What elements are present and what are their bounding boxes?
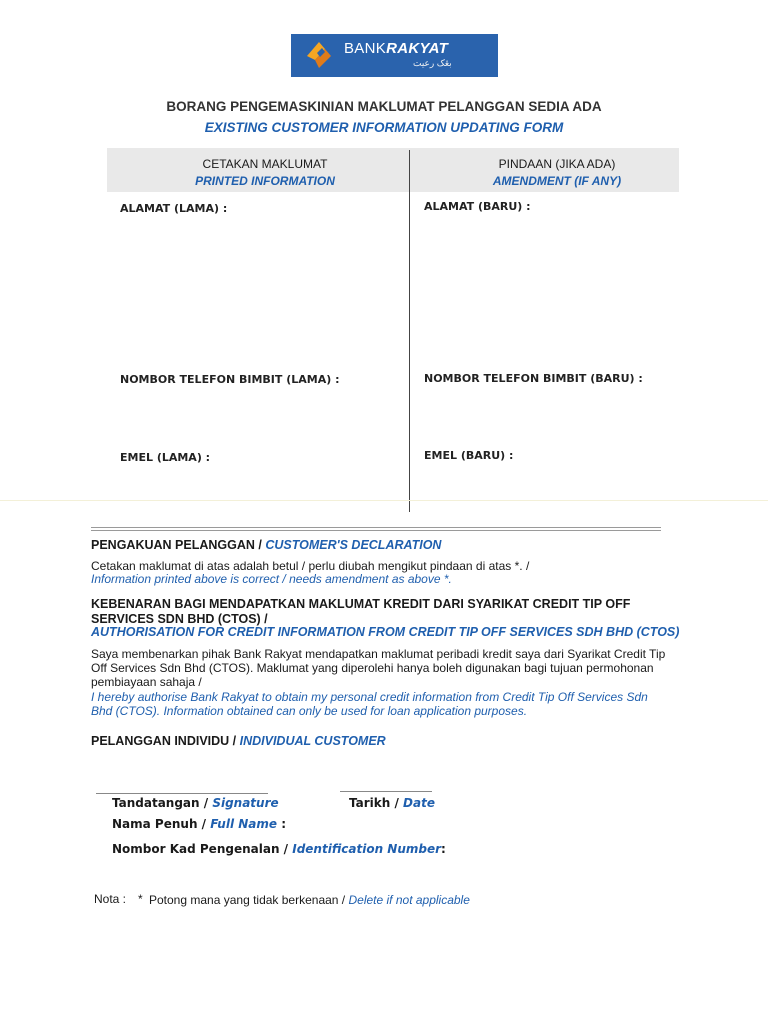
individual-customer-en: INDIVIDUAL CUSTOMER [239, 734, 386, 748]
id-number-label-en: Identification Number [292, 842, 442, 856]
id-number-label [112, 842, 446, 856]
note-asterisk: * [138, 892, 143, 906]
email-old-label: EMEL (LAMA) : [120, 451, 211, 464]
full-name-label [112, 817, 286, 831]
printed-info-header-ms: CETAKAN MAKLUMAT [202, 157, 328, 171]
phone-old-label: NOMBOR TELEFON BIMBIT (LAMA) : [120, 373, 340, 386]
id-number-label-ms: Nombor Kad Pengenalan / [112, 842, 293, 856]
scan-faint-line [0, 500, 768, 501]
authorisation-text-en: I hereby authorise Bank Rakyat to obtain my personal credit information from Credit Tip Off Services Sdn Bhd (CTOS). Information obtained can only be used for loan application purposes. [91, 690, 648, 718]
amendment-header-ms: PINDAAN (JIKA ADA) [498, 157, 616, 171]
declaration-text-en: Information printed above is correct / needs amendment as above *. [91, 572, 452, 586]
email-new-label: EMEL (BARU) : [424, 449, 514, 462]
bank-rakyat-logo [291, 34, 498, 77]
logo-brand-bank: BANK [344, 40, 387, 57]
authorisation-heading-ms: KEBENARAN BAGI MENDAPATKAN MAKLUMAT KREDIT DARI SYARIKAT CREDIT TIP OFF SERVICES SDN BHD (CTOS) / [91, 597, 631, 626]
declaration-heading [91, 538, 441, 552]
date-label [349, 796, 435, 810]
full-name-label-ms: Nama Penuh / [112, 817, 211, 831]
full-name-label-en: Full Name [210, 817, 278, 831]
authorisation-heading-en: AUTHORISATION FOR CREDIT INFORMATION FROM CREDIT TIP OFF SERVICES SDH BHD (CTOS) [91, 625, 680, 639]
signature-label-en: Signature [212, 796, 279, 810]
declaration-heading-en: CUSTOMER'S DECLARATION [265, 538, 442, 552]
date-line[interactable] [340, 791, 432, 792]
note-text-ms: Potong mana yang tidak berkenaan / [149, 893, 349, 907]
amendment-header-en: AMENDMENT (IF ANY) [492, 174, 622, 188]
date-label-ms: Tarikh / [349, 796, 404, 810]
full-name-colon: : [277, 817, 286, 831]
address-old-label: ALAMAT (LAMA) : [120, 202, 228, 215]
declaration-heading-ms: PENGAKUAN PELANGGAN / [91, 538, 266, 552]
note-label: Nota : [94, 892, 127, 906]
form-title-english: EXISTING CUSTOMER INFORMATION UPDATING FORM [204, 120, 564, 135]
note-text [149, 893, 470, 907]
note-text-en: Delete if not applicable [348, 893, 470, 907]
logo-arabic-text: بڠک رعيت [413, 58, 452, 68]
amendment-header [407, 156, 707, 190]
authorisation-text-ms: Saya membenarkan pihak Bank Rakyat mendapatkan maklumat peribadi kredit saya dari Syarikat Credit Tip Off Services Sdn Bhd (CTOS). Maklumat yang diperolehi hanya boleh digunakan bagi tujuan permohonan pembiayaan sahaja / [91, 647, 666, 689]
id-number-colon: : [441, 842, 446, 856]
printed-info-header-en: PRINTED INFORMATION [195, 174, 335, 188]
declaration-text-ms: Cetakan maklumat di atas adalah betul / perlu diubah mengikut pindaan di atas *. / [91, 559, 530, 573]
individual-customer-heading [91, 734, 386, 748]
individual-customer-ms: PELANGGAN INDIVIDU / [91, 734, 240, 748]
signature-line[interactable] [96, 793, 268, 794]
logo-brand-rakyat: RAKYAT [386, 40, 449, 57]
address-new-label: ALAMAT (BARU) : [424, 200, 531, 213]
section-divider-top [91, 527, 661, 528]
section-divider-bottom [91, 530, 661, 531]
bank-rakyat-emblem-icon [305, 40, 333, 70]
date-label-en: Date [403, 796, 435, 810]
phone-new-label: NOMBOR TELEFON BIMBIT (BARU) : [424, 372, 643, 385]
form-title-malay: BORANG PENGEMASKINIAN MAKLUMAT PELANGGAN SEDIA ADA [166, 99, 602, 114]
printed-info-header [115, 156, 415, 190]
table-column-divider [409, 150, 410, 512]
table-header [107, 148, 679, 192]
signature-label [112, 796, 279, 810]
signature-label-ms: Tandatangan / [112, 796, 213, 810]
